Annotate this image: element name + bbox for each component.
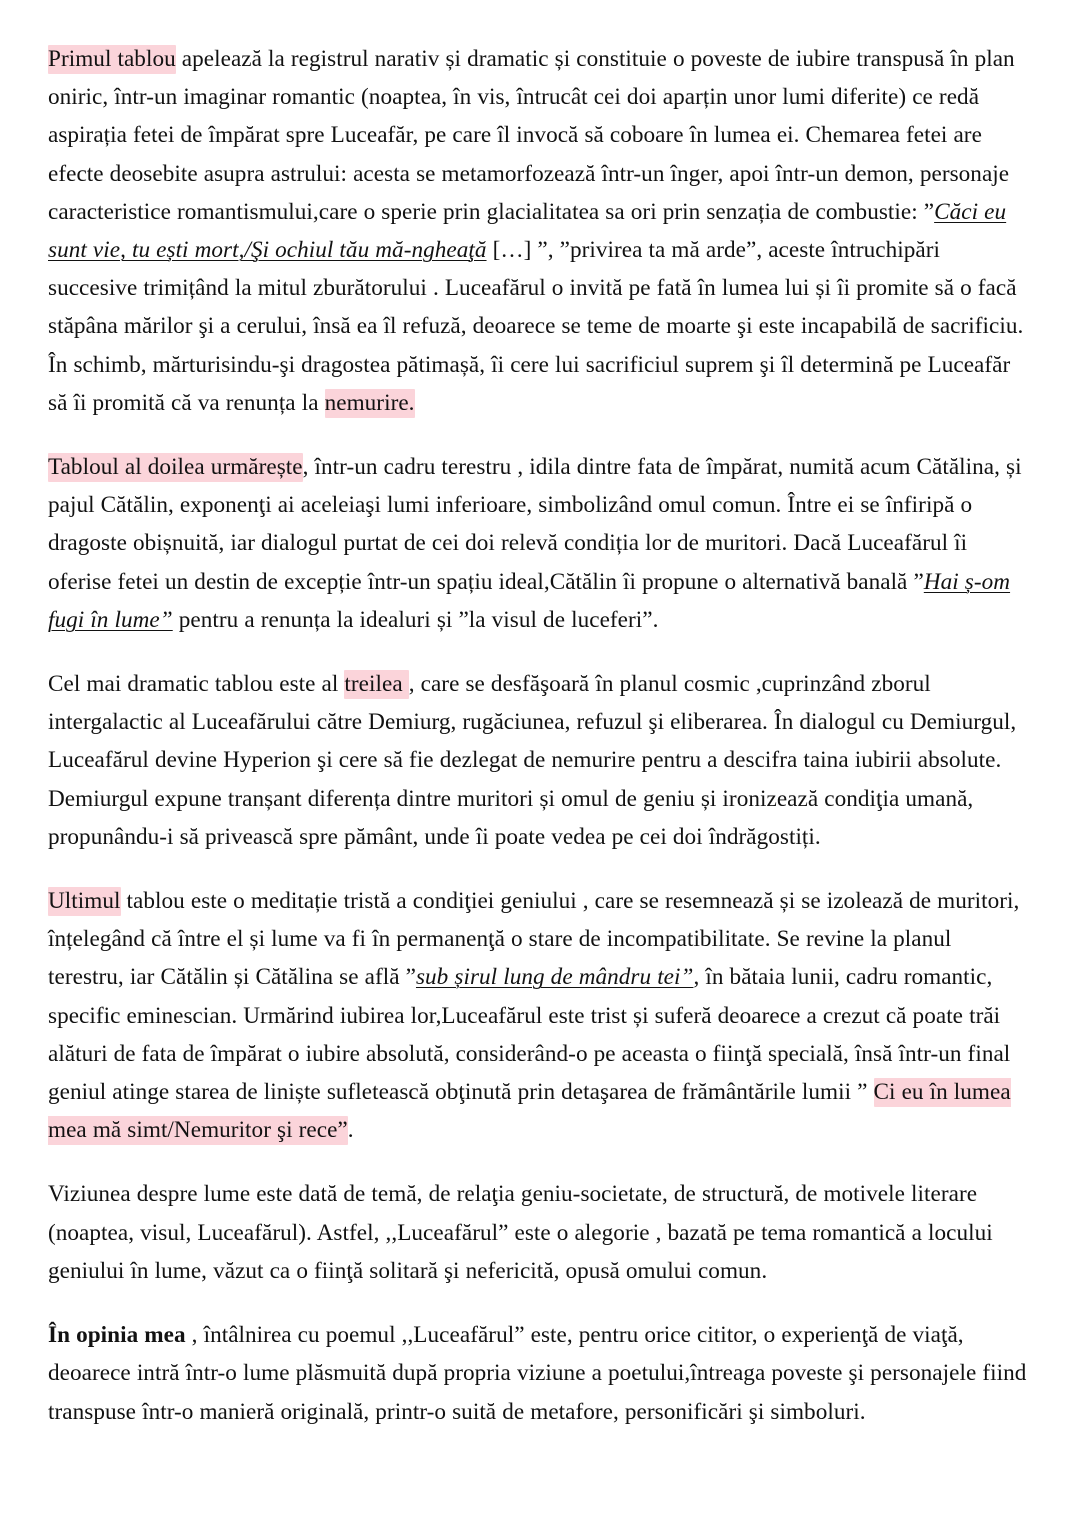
body-text: , care se desfăşoară în planul cosmic ,cuprinzând zborul intergalactic al Luceafărului către Demiurg, rugăciunea, refuzul şi eliberarea. În dialogul cu Demiurgul, Luceafărul devine Hyperion şi cere să fie dezlegat de nemurire pentru a descifra taina iubirii absolute. Demiurgul expune tranșant diferența dintre muritori și omul de geniu și ironizează condiţia umană, propunându-i să privească spre pământ, unde îi poate vedea pe cei doi îndrăgostiți.	[48, 671, 1017, 850]
body-text: pentru a renunța la idealuri și ”la visul de luceferi”.	[172, 606, 659, 633]
highlighted-text: treilea	[344, 671, 409, 698]
quoted-verse: Hai ș-om fugi în lume”	[48, 568, 1011, 633]
body-text: , întâlnirea cu poemul ,,Luceafărul” este, pentru orice cititor, o experienţă de viaţă, deoarece intră într-o lume plăsmuită după propria viziune a poetului,întreaga poveste şi personajele fiind transpuse într-o manieră originală, printr-o suită de metafore, personificări şi simboluri.	[48, 1322, 1027, 1425]
body-text: tablou este o meditație tristă a condiţiei geniului , care se resemnează și se izolează de muritori, înțelegând că între el și lume va fi în permanenţă o stare de incompatibilitate. Se revine la planul terestru, iar Cătălin și Cătălina se află ”	[48, 888, 1020, 991]
paragraph	[48, 1316, 1030, 1431]
body-text: , într-un cadru terestru , idila dintre fata de împărat, numită acum Cătălina, și pajul Cătălin, exponenţi ai aceleiaşi lumi inferioare, simbolizând omul comun. Între ei se înfiripă o dragoste obișnuită, iar dialogul purtat de cei doi relevă condiția lor de muritori. Dacă Luceafărul îi oferise fetei un destin de excepție într-un spațiu ideal,Cătălin îi propune o alternativă banală ”	[48, 454, 1022, 595]
bold-text: În opinia mea	[48, 1322, 186, 1349]
body-text: apelează la registrul narativ și dramatic și constituie o poveste de iubire transpusă în plan oniric, într-un imaginar romantic (noaptea, în vis, întrucât cei doi aparțin unor lumi diferite) ce redă aspirația fetei de împărat spre Luceafăr, pe care îl invocă să coboare în lumea ei. Chemarea fetei are efecte deosebite asupra astrului: acesta se metamorfozează într-un înger, apoi într-un demon, personaje caracteristice romantismului,care o sperie prin glacialitatea sa ori prin senzația de combustie: ”	[48, 46, 1015, 225]
body-text: .	[347, 1117, 354, 1144]
paragraph	[48, 448, 1030, 639]
body-text: […] ”, ”privirea ta mă arde”, aceste întruchipări succesive trimițând la mitul zburătorului . Luceafărul o invită pe fată în lumea lui și îi promite să o facă stăpâna mărilor şi a cerului, însă ea îl refuză, deoarece se teme de moarte şi este incapabilă de sacrificiu. În schimb, mărturisindu-şi dragostea pătimașă, îi cere lui sacrificiul suprem şi îl determină pe Luceafăr să îi promită că va renunța la	[48, 237, 1024, 416]
body-text: Viziunea despre lume este dată de temă, de relaţia geniu-societate, de structură, de motivele literare (noaptea, visul, Luceafărul). Astfel, ,,Luceafărul” este o alegorie , bazată pe tema romantică a locului geniului în lume, văzut ca o fiinţă solitară şi nefericită, opusă omului comun.	[48, 1181, 993, 1284]
paragraph	[48, 882, 1030, 1149]
paragraph	[48, 40, 1030, 422]
highlighted-text: Primul tablou	[48, 46, 176, 72]
quoted-verse: sub șirul lung de mândru tei”	[415, 964, 694, 991]
highlighted-text: Ci eu în lumea mea mă simt/Nemuritor şi rece”	[48, 1079, 1011, 1144]
body-text: Cel mai dramatic tablou este al	[48, 671, 345, 698]
paragraph	[48, 1175, 1030, 1290]
document-body	[48, 40, 1030, 1431]
highlighted-text: Ultimul	[48, 888, 121, 915]
quoted-verse: Căci eu sunt vie, tu ești mort,/Şi ochiul tău mă-ngheaţă	[48, 198, 1007, 264]
highlighted-text: nemurire.	[324, 389, 415, 416]
paragraph	[48, 665, 1030, 856]
body-text: , în bătaia lunii, cadru romantic, specific eminescian. Urmărind iubirea lor,Luceafărul este trist și suferă deoarece a crezut că poate trăi alături de fata de împărat o iubire absolută, considerând-o pe aceasta o fiinţă specială, însă într-un final geniul atinge starea de liniște sufletească obţinută prin detaşarea de frământările lumii ”	[48, 964, 1011, 1106]
highlighted-text: Tabloul al doilea urmărește	[48, 454, 303, 481]
